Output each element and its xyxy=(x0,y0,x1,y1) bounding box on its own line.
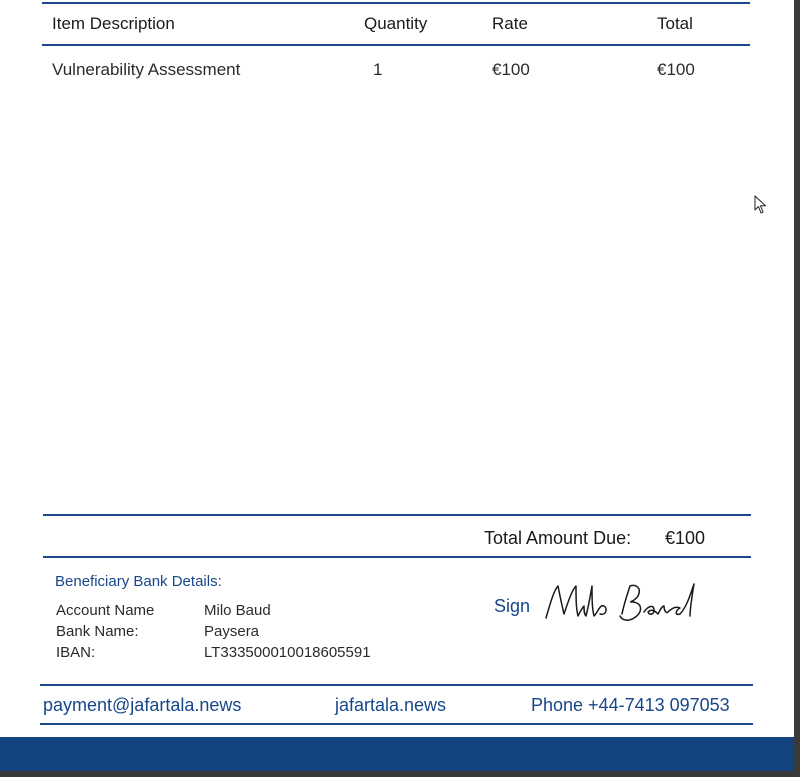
row-rate: €100 xyxy=(492,60,530,79)
row-description: Vulnerability Assessment xyxy=(52,60,241,79)
header-item-description: Item Description xyxy=(52,14,175,33)
mouse-pointer-icon xyxy=(754,195,768,215)
header-total: Total xyxy=(657,14,693,33)
total-value: €100 xyxy=(665,528,706,548)
iban-label: IBAN: xyxy=(56,644,96,661)
table-top-rule xyxy=(42,2,750,4)
iban-value: LT333500010018605591 xyxy=(204,644,371,661)
bank-name-label: Bank Name: xyxy=(56,623,139,640)
sign-label: Sign xyxy=(494,596,531,616)
signature-image xyxy=(540,578,700,630)
header-rate: Rate xyxy=(492,14,528,33)
account-name-label: Account Name xyxy=(56,602,155,619)
table-header-rule xyxy=(42,44,750,46)
footer-bottom-rule xyxy=(40,723,753,725)
total-label: Total Amount Due: xyxy=(484,528,632,548)
footer-email-link[interactable]: payment@jafartala.news xyxy=(43,695,242,715)
footer-top-rule xyxy=(40,684,753,686)
row-total: €100 xyxy=(657,60,695,79)
total-bottom-rule xyxy=(43,556,751,558)
row-quantity: 1 xyxy=(373,60,383,79)
total-top-rule xyxy=(43,514,751,516)
footer-website-link[interactable]: jafartala.news xyxy=(335,695,447,715)
header-quantity: Quantity xyxy=(364,14,428,33)
footer-phone: Phone +44-7413 097053 xyxy=(531,695,730,715)
account-name-value: Milo Baud xyxy=(204,602,271,619)
bank-heading: Beneficiary Bank Details: xyxy=(55,573,222,590)
bank-name-value: Paysera xyxy=(204,623,260,640)
footer-color-band xyxy=(0,737,794,771)
